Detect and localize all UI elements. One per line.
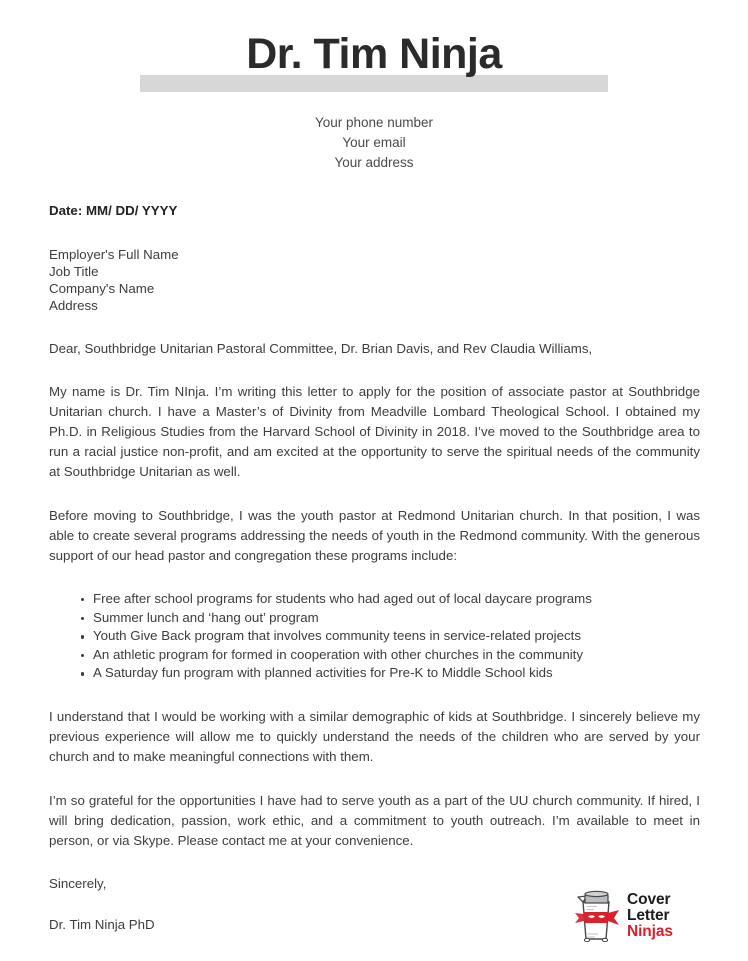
brand-line-1: Cover Letter [627,890,671,924]
paragraph-2: Before moving to Southbridge, I was the youth pastor at Redmond Unitarian church. In that position, I was able to create several programs addressing the needs of youth in the Redmond community. With the generous support of our head pastor and congregation these programs include: [49,508,700,563]
contact-email: Your email [342,135,406,150]
recipient-job-title: Job Title [49,264,99,279]
letter-body [49,202,700,933]
page-title: Dr. Tim Ninja [246,30,502,78]
paragraph-1: My name is Dr. Tim NInja. I’m writing this letter to apply for the position of associate pastor at Southbridge Unitarian church. I have a Master’s of Divinity from Meadville Lombard Theological School. I obtained my Ph.D. in Religious Studies from the Harvard School of Divinity in 2018. I’ve moved to the Southbridge area to run a racial justice non-profit, and am excited at the opportunity to serve the spiritual needs of the community at Southbridge Unitarian as well. [49,384,700,479]
list-item: Summer lunch and ‘hang out’ program [81,609,700,628]
salutation: Dear, Southbridge Unitarian Pastoral Committee, Dr. Brian Davis, and Rev Claudia Williams, [49,341,593,356]
recipient-company: Company's Name [49,281,155,296]
closing-line: Sincerely, [49,875,107,891]
contact-phone: Your phone number [314,115,434,130]
signature-line: Dr. Tim Ninja PhD [49,916,155,932]
list-item: Free after school programs for students who had aged out of local daycare programs [81,590,700,609]
letter-header [0,30,748,100]
program-list [49,590,700,683]
recipient-block [49,246,700,314]
contact-block [0,113,748,173]
recipient-address: Address [49,298,98,313]
paragraph-3: I understand that I would be working with a similar demographic of kids at Southbridge. I sincerely believe my previous experience will allow me to quickly understand the needs of the children who are served by your church and to make meaningful connections with them. [49,708,700,764]
date-line: Date: MM/ DD/ YYYY [49,203,178,218]
list-item: Youth Give Back program that involves community teens in service-related projects [81,627,700,646]
brand-logo [572,889,717,943]
contact-address: Your address [334,155,414,170]
paragraph-4: I’m so grateful for the opportunities I have had to serve youth as a part of the UU church community. If hired, I will bring dedication, passion, work ethic, and a commitment to youth outreach. I’m available to meet in person, or via Skype. Please contact me at your convenience. [49,792,700,848]
list-item: A Saturday fun program with planned activities for Pre-K to Middle School kids [81,664,700,683]
recipient-name: Employer's Full Name [49,247,179,262]
ninja-scroll-mascot-icon [572,890,620,942]
list-item: An athletic program for formed in cooperation with other churches in the community [81,646,700,665]
brand-line-2: Ninjas [627,923,673,941]
brand-wordmark [627,892,717,941]
